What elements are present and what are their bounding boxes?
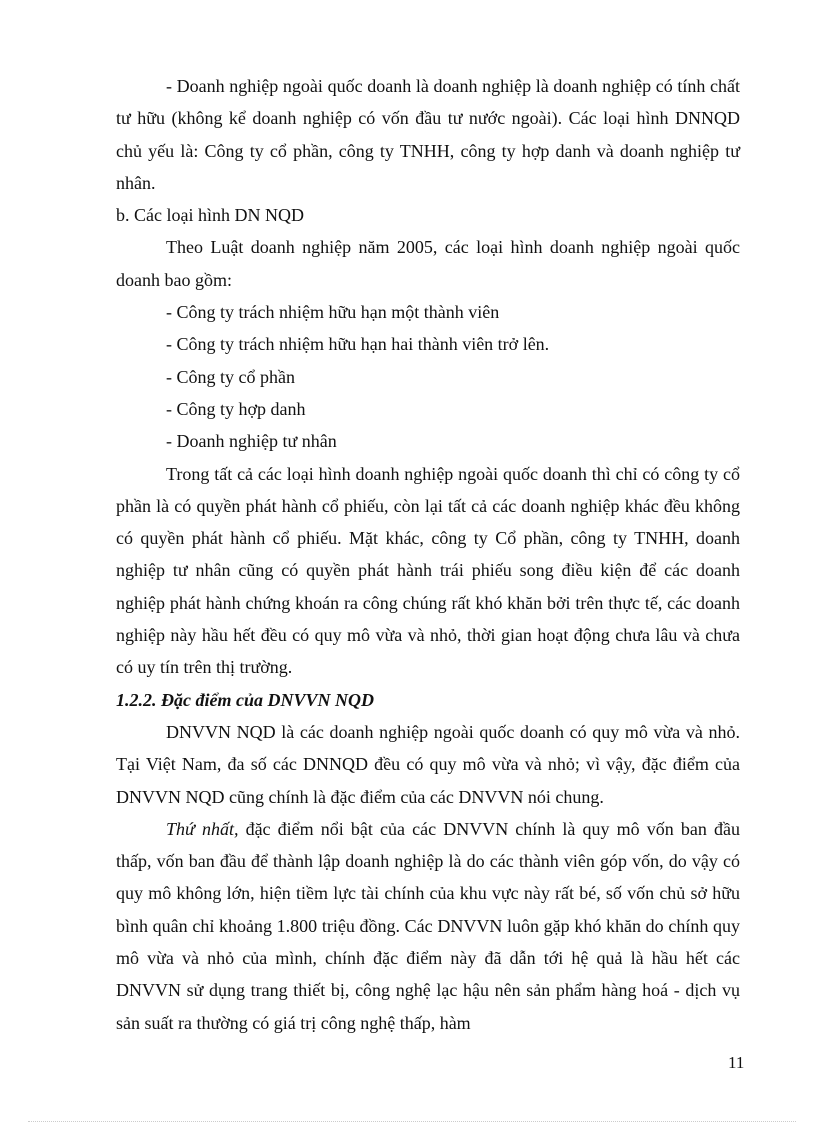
list-item: - Công ty trách nhiệm hữu hạn hai thành viên trở lên. (166, 334, 550, 355)
paragraph-thu-nhat (116, 813, 740, 1039)
list-item: - Công ty cổ phần (166, 366, 295, 387)
paragraph-ngoai-quoc-doanh-definition: - Doanh nghiệp ngoài quốc doanh là doanh nghiệp là doanh nghiệp có tính chất tư hữu (không kể doanh nghiệp có vốn đầu tư nước ngoài). Các loại hình DNNQD chủ yếu là: Công ty cổ phần, công ty TNHH, công ty hợp danh và doanh nghiệp tư nhân. (116, 76, 740, 193)
thu-nhat-body: đặc điểm nổi bật của các DNVVN chính là quy mô vốn ban đầu thấp, vốn ban đầu để thành lập doanh nghiệp là do các thành viên góp vốn, do vậy có quy mô không lớn, hiện tiềm lực tài chính của khu vực này rất bé, số vốn chủ sở hữu bình quân chỉ khoảng 1.800 triệu đồng. Các DNVVN luôn gặp khó khăn do chính quy mô vừa và nhỏ của mình, chính đặc điểm này đã dẫn tới hệ quả là hầu hết các DNVVN sử dụng trang thiết bị, công nghệ lạc hậu nên sản phẩm hàng hoá - dịch vụ sản suất ra thường có giá trị công nghệ thấp, hàm (116, 818, 740, 1033)
list-item: - Công ty trách nhiệm hữu hạn một thành viên (166, 302, 500, 323)
list-item: - Doanh nghiệp tư nhân (166, 431, 337, 452)
section-heading: 1.2.2. Đặc điểm của DNVVN NQD (116, 689, 374, 710)
list-item: - Công ty hợp danh (166, 398, 306, 419)
paragraph-luat-doanh-nghiep: Theo Luật doanh nghiệp năm 2005, các loại hình doanh nghiệp ngoài quốc doanh bao gồm: (116, 237, 740, 290)
paragraph-dnvvn-nqd: DNVVN NQD là các doanh nghiệp ngoài quốc doanh có quy mô vừa và nhỏ. Tại Việt Nam, đa số các DNNQD đều có quy mô vừa và nhỏ; vì vậy, đặc điểm của DNVVN NQD cũng chính là đặc điểm của các DNVVN nói chung. (116, 721, 740, 807)
subheading-b: b. Các loại hình DN NQD (116, 205, 304, 226)
document-body (116, 70, 740, 1039)
page-bottom-divider (28, 1121, 796, 1122)
thu-nhat-lead: Thứ nhất, (166, 818, 239, 839)
page-number: 11 (728, 1053, 745, 1072)
paragraph-co-phieu: Trong tất cả các loại hình doanh nghiệp ngoài quốc doanh thì chỉ có công ty cổ phần là có quyền phát hành cổ phiếu, còn lại tất cả các doanh nghiệp khác đều không có quyền phát hành cổ phiếu. Mặt khác, công ty Cổ phần, công ty TNHH, doanh nghiệp tư nhân cũng có quyền phát hành trái phiếu song điều kiện để các doanh nghiệp phát hành chứng khoán ra công chúng rất khó khăn bởi trên thực tế, các doanh nghiệp này hầu hết đều có quy mô vừa và nhỏ, thời gian hoạt động chưa lâu và chưa có uy tín trên thị trường. (116, 463, 740, 678)
